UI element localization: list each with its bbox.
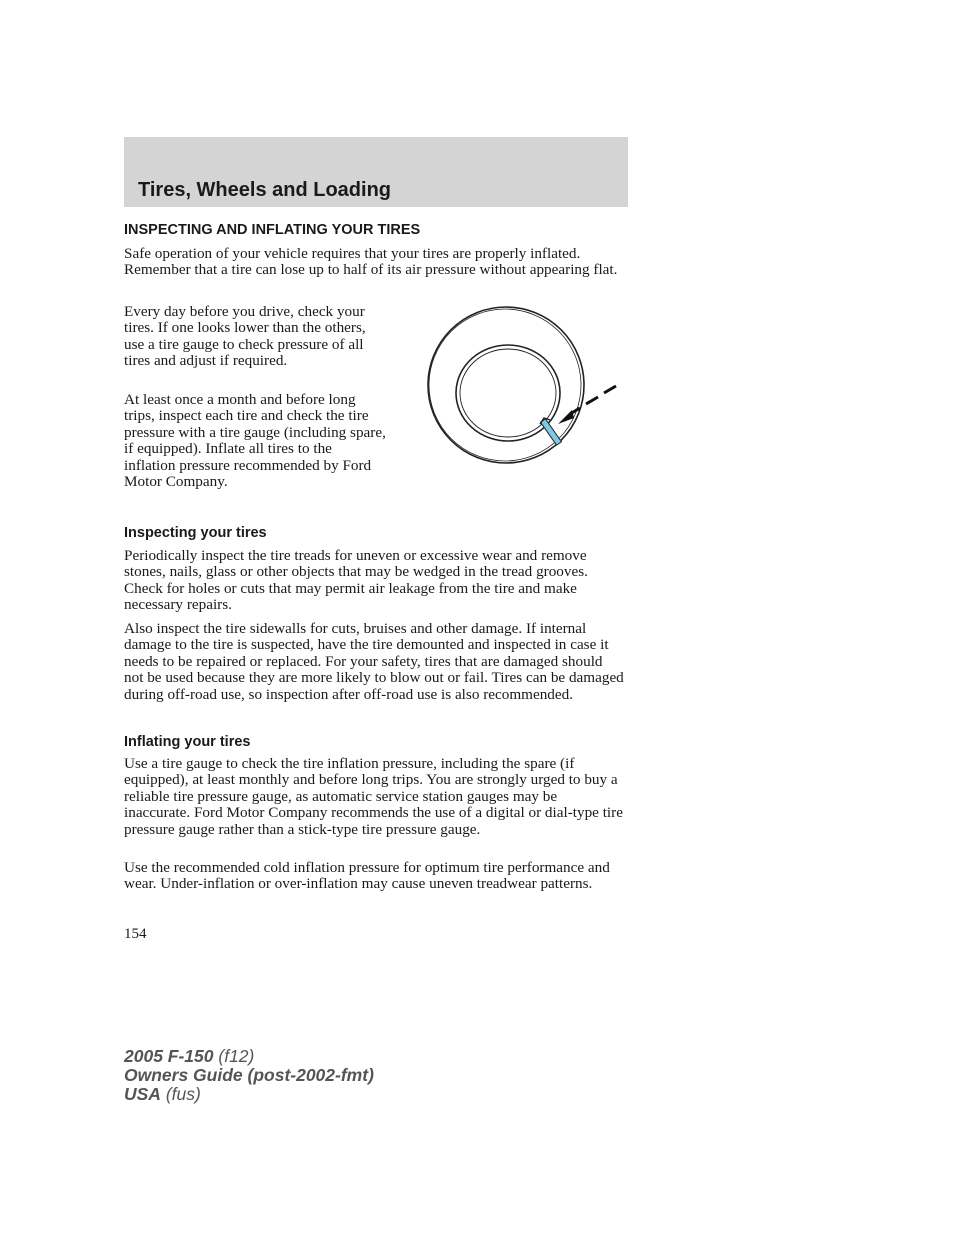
inflating-heading: Inflating your tires (124, 734, 251, 750)
footer-model-code: (f12) (213, 1046, 255, 1066)
monthly-check-paragraph: At least once a month and before long trips, inspect each tire and check the tire pressure with a tire gauge (including spare, if equipped). Inflate all tires to the inflation pressure recommended by Ford Motor Company. (124, 391, 386, 491)
gauge-stick-icon (541, 419, 562, 445)
arrow-dash-2-icon (604, 386, 616, 393)
footer-model-line (124, 1047, 374, 1066)
arrow-dash-1-icon (586, 397, 598, 404)
inflating-paragraph-1: Use a tire gauge to check the tire inflation pressure, including the spare (if equipped), at least monthly and before long trips. You are strongly urged to buy a reliable tire pressure gauge, as automatic service station gauges may be inaccurate. Ford Motor Company recommends the use of a digital or dial-type tire pressure gauge rather than a stick-type tire pressure gauge. (124, 755, 623, 838)
tire-with-gauge-icon (420, 300, 625, 470)
daily-check-paragraph: Every day before you drive, check your tires. If one looks lower than the others, use a tire gauge to check pressure of all tires and adjust if required. (124, 303, 366, 370)
inspecting-heading: Inspecting your tires (124, 525, 267, 541)
main-heading: INSPECTING AND INFLATING YOUR TIRES (124, 222, 421, 238)
footer-market-line (124, 1085, 374, 1104)
inspecting-paragraph-2: Also inspect the tire sidewalls for cuts, bruises and other damage. If internal damage to the tire is suspected, have the tire demounted and inspected in case it needs to be repaired or replaced. For your safety, tires that are damaged should not be used because they are more likely to blow out or fail. Tires can be damaged during off-road use, so inspection after off-road use is also recommended. (124, 620, 624, 703)
inflating-paragraph-2: Use the recommended cold inflation pressure for optimum tire performance and wear. Under-inflation or over-inflation may cause uneven treadwear patterns. (124, 859, 610, 893)
footer-model: 2005 F-150 (124, 1046, 214, 1066)
footer-market-code: (fus) (160, 1084, 201, 1104)
page-number: 154 (124, 926, 147, 942)
inspecting-paragraph-1: Periodically inspect the tire treads for uneven or excessive wear and remove stones, nails, glass or other objects that may be wedged in the tread grooves. Check for holes or cuts that may permit air leakage from the tire and make necessary repairs. (124, 547, 588, 614)
tire-outer-icon (428, 307, 584, 463)
section-title: Tires, Wheels and Loading (138, 179, 392, 201)
intro-paragraph: Safe operation of your vehicle requires that your tires are properly inflated. Remember that a tire can lose up to half of its air pressure without appearing flat. (124, 245, 618, 279)
section-header (124, 137, 628, 207)
document-footer (124, 1047, 374, 1104)
footer-market: USA (124, 1084, 161, 1104)
footer-guide-line: Owners Guide (post-2002-fmt) (124, 1065, 374, 1085)
